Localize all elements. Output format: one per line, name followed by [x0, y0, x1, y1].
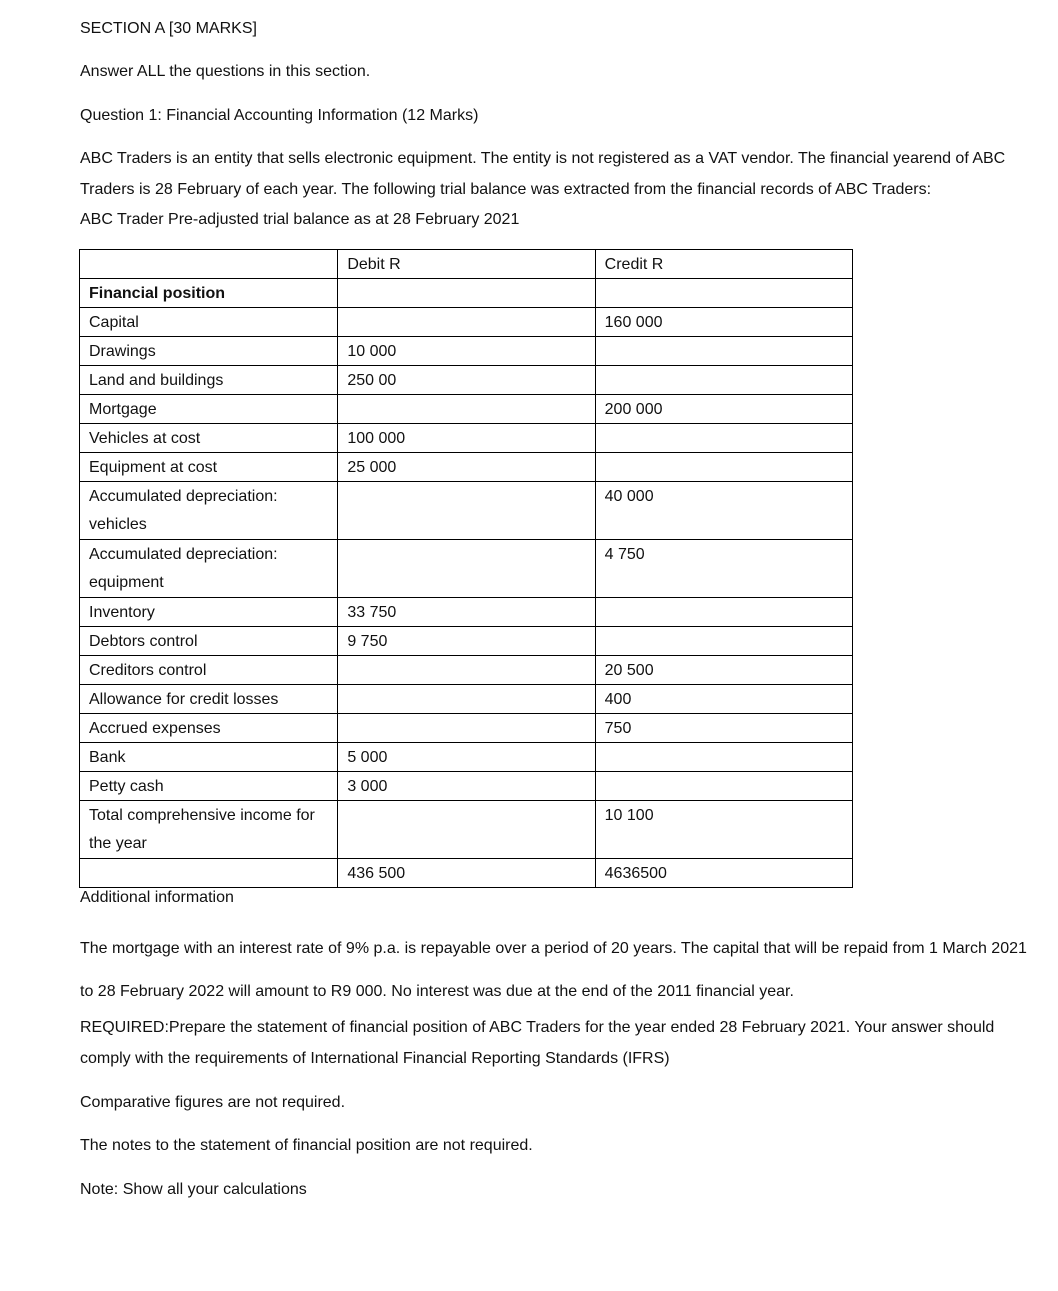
section-row — [80, 279, 853, 308]
credit-cell: 750 — [595, 714, 852, 743]
credit-cell: 4 750 — [595, 540, 852, 598]
table-row — [80, 627, 853, 656]
debit-cell: 100 000 — [338, 424, 595, 453]
row-label: Debtors control — [80, 627, 338, 656]
row-label: Mortgage — [80, 395, 338, 424]
debit-total: 436 500 — [338, 859, 595, 888]
table-row — [80, 482, 853, 540]
table-row — [80, 540, 853, 598]
row-label: Total comprehensive income for the year — [80, 801, 338, 859]
totals-row — [80, 859, 853, 888]
credit-cell — [595, 598, 852, 627]
section-title: SECTION A [30 MARKS] — [80, 20, 257, 37]
credit-cell — [595, 743, 852, 772]
credit-cell: 200 000 — [595, 395, 852, 424]
debit-cell — [338, 540, 595, 598]
debit-cell — [338, 714, 595, 743]
table-row — [80, 743, 853, 772]
debit-cell — [338, 801, 595, 859]
additional-info-title: Additional information — [80, 889, 234, 906]
table-row — [80, 714, 853, 743]
row-label: Allowance for credit losses — [80, 685, 338, 714]
comparative-note: Comparative figures are not required. — [80, 1094, 346, 1111]
credit-total: 4636500 — [595, 859, 852, 888]
row-label: Vehicles at cost — [80, 424, 338, 453]
row-label: Capital — [80, 308, 338, 337]
notes-note: The notes to the statement of financial position are not required. — [80, 1137, 533, 1154]
credit-cell — [595, 424, 852, 453]
credit-cell — [595, 337, 852, 366]
row-label: Accrued expenses — [80, 714, 338, 743]
debit-cell — [338, 656, 595, 685]
debit-cell: 3 000 — [338, 772, 595, 801]
debit-cell: 250 00 — [338, 366, 595, 395]
table-row — [80, 685, 853, 714]
mortgage-note: The mortgage with an interest rate of 9% p.a. is repayable over a period of 20 years. The capital that will be repaid from 1 March 2021 to 28 February 2022 will amount to R9 000. No interest was due at the end of the 2011 financial year. — [80, 940, 1027, 1000]
intro-paragraph: ABC Traders is an entity that sells electronic equipment. The entity is not registered as a VAT vendor. The financial yearend of ABC Traders is 28 February of each year. The following trial balance was extracted from the financial records of ABC Traders: — [80, 150, 1006, 198]
row-label: Equipment at cost — [80, 453, 338, 482]
section-label: Financial position — [80, 279, 338, 308]
header-cell: Debit R — [338, 250, 595, 279]
debit-cell: 9 750 — [338, 627, 595, 656]
instruction-text: Answer ALL the questions in this section. — [80, 63, 371, 80]
trial-balance-table — [79, 249, 853, 888]
table-row — [80, 366, 853, 395]
calc-note: Note: Show all your calculations — [80, 1181, 307, 1198]
credit-cell — [595, 627, 852, 656]
table-row — [80, 424, 853, 453]
row-label: Creditors control — [80, 656, 338, 685]
debit-cell — [338, 482, 595, 540]
debit-cell: 10 000 — [338, 337, 595, 366]
table-row — [80, 656, 853, 685]
header-cell: Credit R — [595, 250, 852, 279]
debit-cell — [338, 308, 595, 337]
table-caption: ABC Trader Pre-adjusted trial balance as at 28 February 2021 — [80, 211, 520, 228]
totals-label — [80, 859, 338, 888]
empty-cell — [338, 279, 595, 308]
table-row — [80, 453, 853, 482]
table-row — [80, 337, 853, 366]
debit-cell — [338, 685, 595, 714]
credit-cell — [595, 453, 852, 482]
credit-cell — [595, 366, 852, 395]
credit-cell: 160 000 — [595, 308, 852, 337]
row-label: Accumulated depreciation: equipment — [80, 540, 338, 598]
debit-cell: 33 750 — [338, 598, 595, 627]
table-header-row — [80, 250, 853, 279]
row-label: Inventory — [80, 598, 338, 627]
credit-cell: 40 000 — [595, 482, 852, 540]
row-label: Land and buildings — [80, 366, 338, 395]
table-row — [80, 598, 853, 627]
empty-cell — [595, 279, 852, 308]
header-cell — [80, 250, 338, 279]
credit-cell: 400 — [595, 685, 852, 714]
table-row — [80, 801, 853, 859]
row-label: Drawings — [80, 337, 338, 366]
credit-cell: 10 100 — [595, 801, 852, 859]
credit-cell: 20 500 — [595, 656, 852, 685]
row-label: Petty cash — [80, 772, 338, 801]
debit-cell — [338, 395, 595, 424]
table-row — [80, 395, 853, 424]
required-text: REQUIRED:Prepare the statement of financial position of ABC Traders for the year ended 28 February 2021. Your answer should comply with the requirements of International Financial Reporting Standards (IFRS) — [80, 1019, 995, 1067]
table-row — [80, 308, 853, 337]
credit-cell — [595, 772, 852, 801]
debit-cell: 5 000 — [338, 743, 595, 772]
debit-cell: 25 000 — [338, 453, 595, 482]
row-label: Accumulated depreciation: vehicles — [80, 482, 338, 540]
table-row — [80, 772, 853, 801]
row-label: Bank — [80, 743, 338, 772]
question-title: Question 1: Financial Accounting Information (12 Marks) — [80, 107, 479, 124]
